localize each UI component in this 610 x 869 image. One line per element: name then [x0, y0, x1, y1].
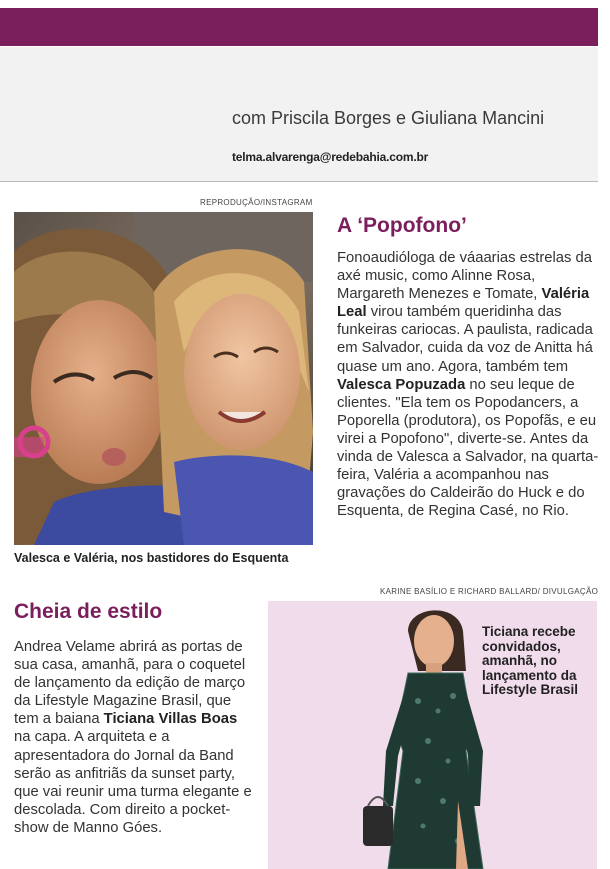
contact-email[interactable]: telma.alvarenga@redebahia.com.br	[232, 150, 429, 164]
photo-credit: REPRODUÇÃO/INSTAGRAM	[200, 198, 313, 207]
headline-popofono: A ‘Popofono’	[337, 214, 467, 237]
photo-credit: KARINE BASÍLIO E RICHARD BALLARD/ DIVULGAÇÃO	[380, 587, 599, 596]
paragraph	[337, 249, 601, 520]
photo-caption: Ticiana recebe convidados, amanhã, no lançamento da Lifestyle Brasil	[482, 624, 579, 697]
text-run: Fonoaudióloga de váaarias estrelas da axé music, como Alinne Rosa, Margareth Menezes e Tomate,	[337, 250, 593, 303]
text-run: Andrea Velame abrirá as portas de sua casa, amanhã, para o coquetel de lançamento da edição de março da Lifestyle Magazine Brasil, que tem a baiana	[14, 639, 246, 728]
headline-cheia-de-estilo: Cheia de estilo	[14, 600, 163, 623]
paragraph	[14, 638, 254, 837]
byline: com Priscila Borges e Giuliana Mancini	[232, 108, 545, 128]
bold-name: Valesca Popuzada	[337, 376, 466, 393]
selfie-photo	[14, 212, 313, 545]
text-run: no seu leque de clientes. "Ela tem os Popodancers, a Poporella (produtora), os Popofãs, e eu virei a Popofono", diverte-se. Antes da vinda de Valesca a Salvador, na quarta-feira, Valéria a acompanhou nas gravações do Caldeirão do Huck e do Esquenta, de Regina Casé, no Rio.	[337, 376, 599, 520]
text-run: na capa. A arquiteta e a apresentadora do Jornal da Band serão as anfitriãs da sunset party, que vai reunir uma turma elegante e descolada. Com direito a pocket-show de Manno Góes.	[14, 729, 252, 836]
text-run: virou também queridinha das funkeiras cariocas. A paulista, radicada em Salvador, cuida da voz de Anitta há quase um ano. Agora, também tem	[337, 304, 593, 375]
photo-caption: Valesca e Valéria, nos bastidores do Esquenta	[14, 551, 289, 565]
bold-name: Ticiana Villas Boas	[103, 711, 238, 728]
article-body	[14, 638, 254, 837]
article-body	[337, 249, 601, 520]
top-color-bar	[0, 8, 598, 46]
bold-name: Valéria Leal	[337, 286, 590, 321]
